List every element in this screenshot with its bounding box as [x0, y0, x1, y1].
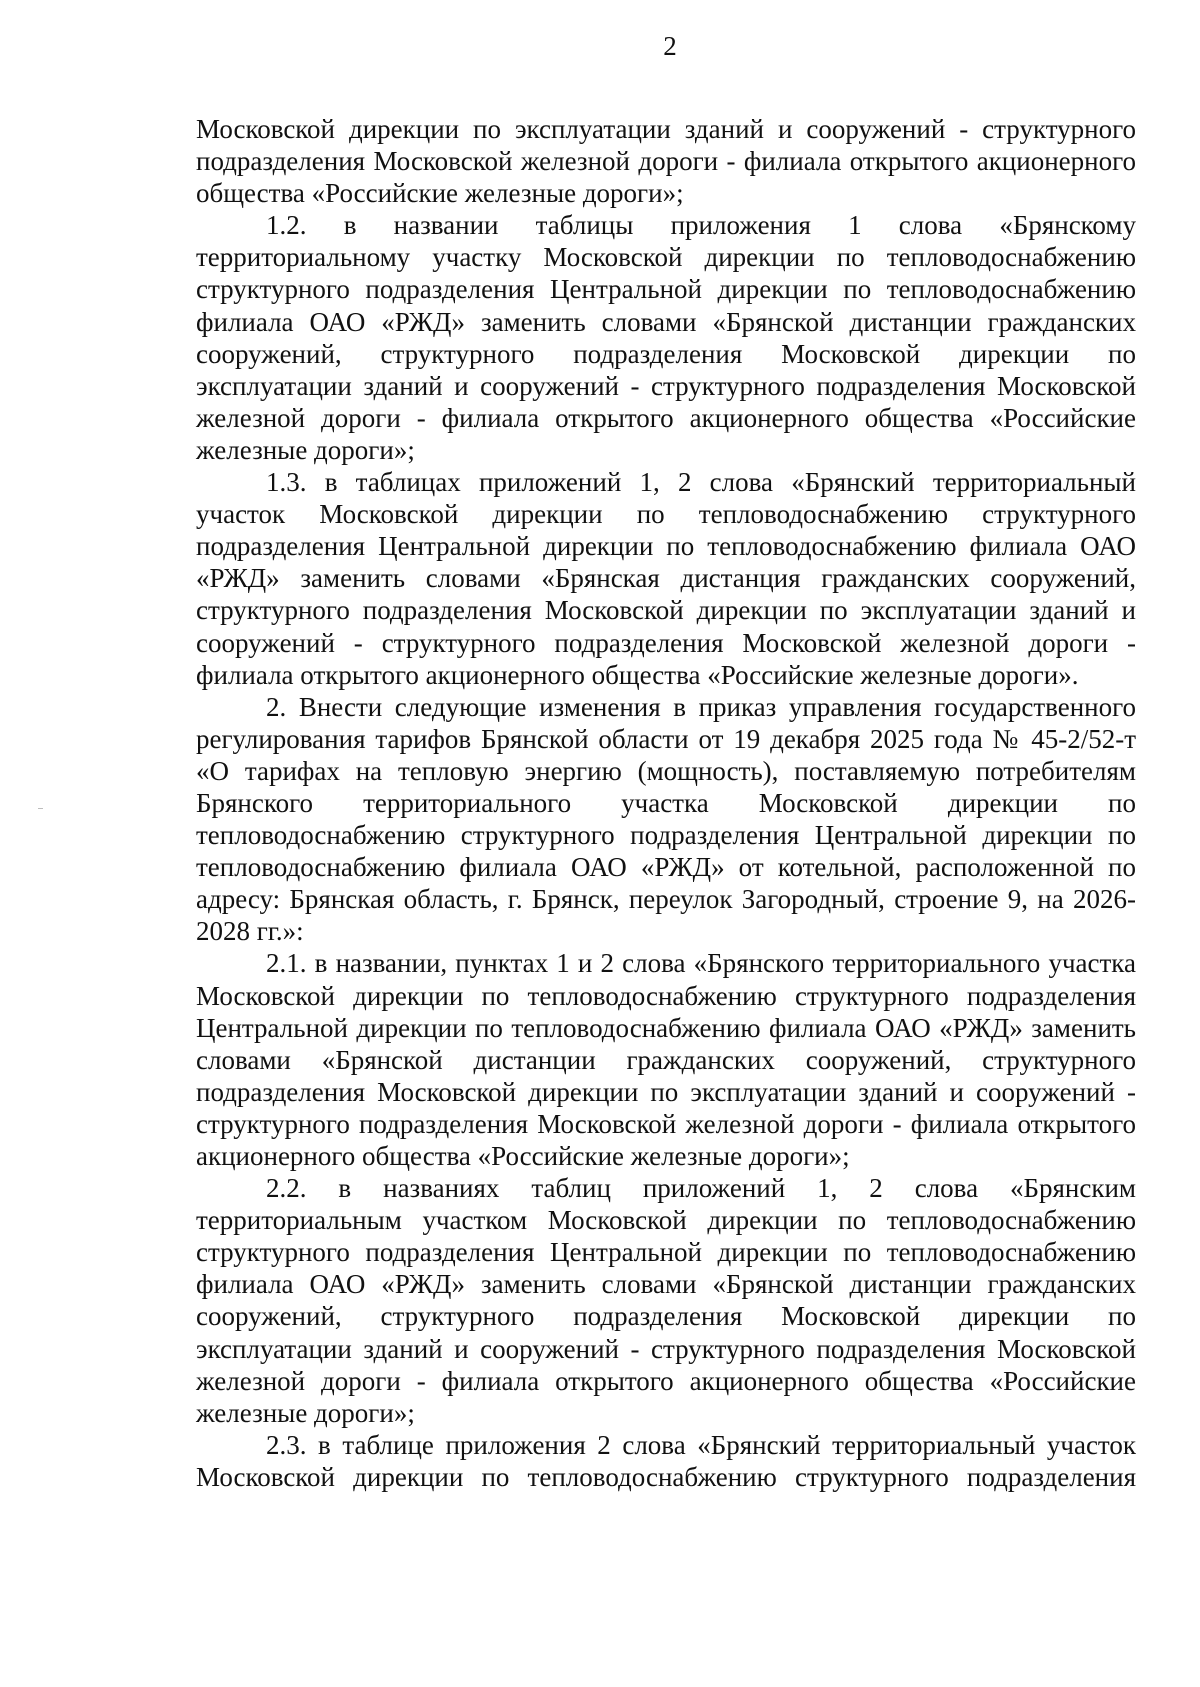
paragraph-1-2: 1.2. в названии таблицы приложения 1 слова «Брянскому территориальному участку Московской дирекции по тепловодоснабжению структурного подразделения Центральной дирекции по тепловодоснабжению филиала ОАО «РЖД» заменить словами «Брянской дистанции гражданских сооружений, структурного подразделения Московской дирекции по эксплуатации зданий и сооружений - структурного подразделения Московской железной дороги - филиала открытого акционерного общества «Российские железные дороги»;	[196, 210, 1136, 465]
paragraph-2-1: 2.1. в названии, пунктах 1 и 2 слова «Брянского территориального участка Московской дирекции по тепловодоснабжению структурного подразделения Центральной дирекции по тепловодоснабжению филиала ОАО «РЖД» заменить словами «Брянской дистанции гражданских сооружений, структурного подразделения Московской дирекции по эксплуатации зданий и сооружений - структурного подразделения Московской железной дороги - филиала открытого акционерного общества «Российские железные дороги»;	[196, 948, 1136, 1171]
paragraph-1-3: 1.3. в таблицах приложений 1, 2 слова «Брянский территориальный участок Московской дирекции по тепловодоснабжению структурного подразделения Центральной дирекции по тепловодоснабжению филиала ОАО «РЖД» заменить словами «Брянская дистанция гражданских сооружений, структурного подразделения Московской дирекции по эксплуатации зданий и сооружений - структурного подразделения Московской железной дороги - филиала открытого акционерного общества «Российские железные дороги».	[196, 467, 1136, 690]
scan-artifact	[38, 808, 43, 809]
paragraph-continuation: Московской дирекции по эксплуатации зданий и сооружений - структурного подразделения Московской железной дороги - филиала открытого акционерного общества «Российские железные дороги»;	[196, 114, 1136, 209]
paragraph-2-3: 2.3. в таблице приложения 2 слова «Брянский территориальный участок Московской дирекции по тепловодоснабжению структурного подразделения	[196, 1429, 1136, 1492]
paragraph-2: 2. Внести следующие изменения в приказ управления государственного регулирования тарифов Брянской области от 19 декабря 2025 года № 45-2/52-т «О тарифах на тепловую энергию (мощность), поставляемую потребителям Брянского территориального участка Московской дирекции по тепловодоснабжению структурного подразделения Центральной дирекции по тепловодоснабжению филиала ОАО «РЖД» от котельной, расположенной по адресу: Брянская область, г. Брянск, переулок Загородный, строение 9, на 2026-2028 гг.»:	[196, 691, 1136, 947]
page-number: 2	[663, 31, 677, 61]
paragraph-2-2: 2.2. в названиях таблиц приложений 1, 2 слова «Брянским территориальным участком Московской дирекции по тепловодоснабжению структурного подразделения Центральной дирекции по тепловодоснабжению филиала ОАО «РЖД» заменить словами «Брянской дистанции гражданских сооружений, структурного подразделения Московской дирекции по эксплуатации зданий и сооружений - структурного подразделения Московской железной дороги - филиала открытого акционерного общества «Российские железные дороги»;	[196, 1173, 1136, 1428]
document-body	[196, 113, 1136, 1493]
